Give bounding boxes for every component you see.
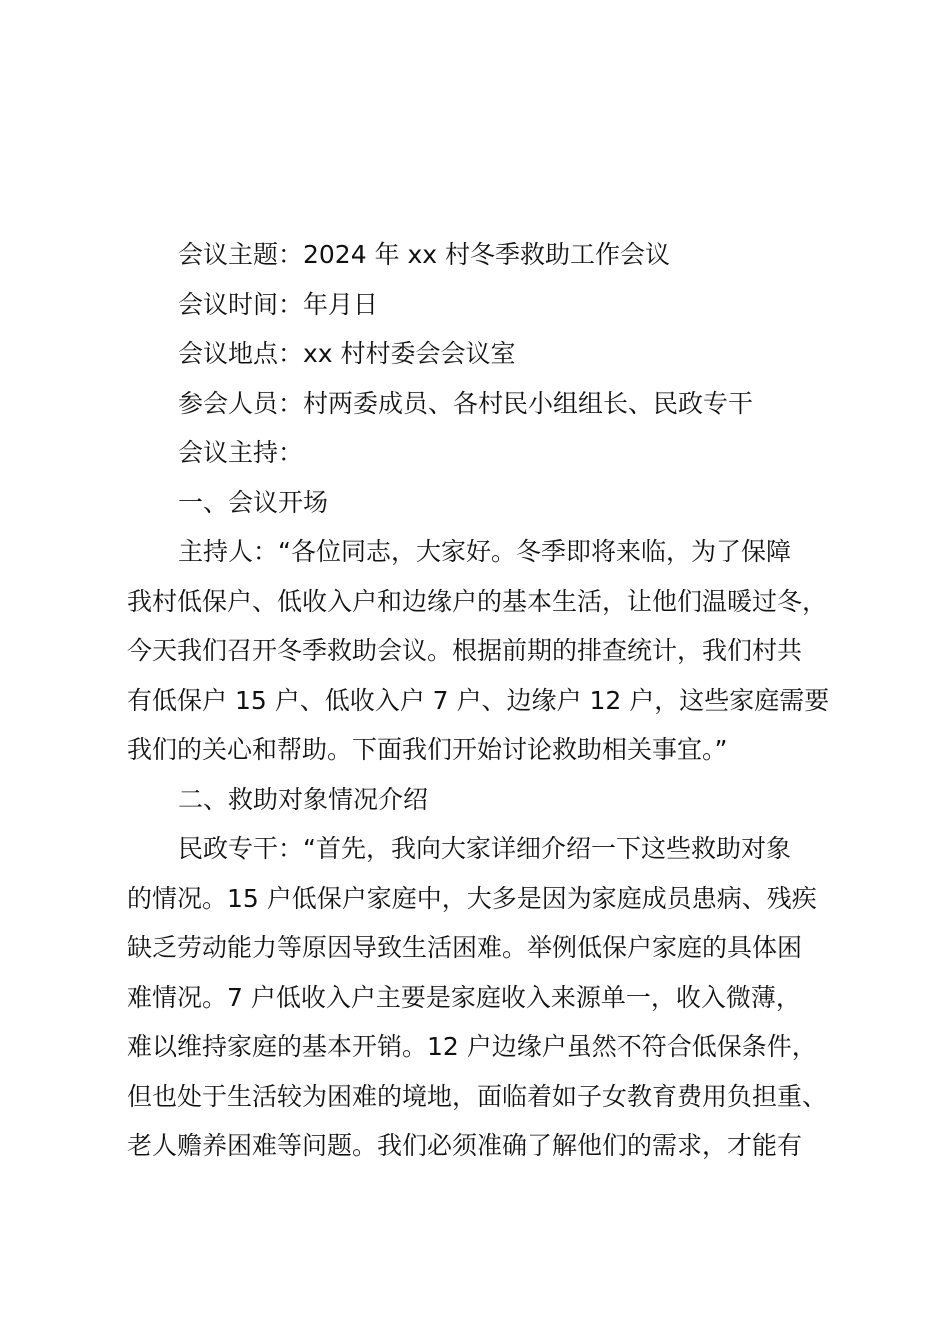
meta-attendees: 参会人员：村两委成员、各村民小组组长、民政专干 (178, 388, 754, 418)
paragraph-line: 有低保户 15 户、低收入户 7 户、边缘户 12 户，这些家庭需要 (127, 685, 830, 715)
paragraph-line: 但也处于生活较为困难的境地，面临着如子女教育费用负担重、 (127, 1081, 828, 1111)
paragraph-line: 老人赡养困难等问题。我们必须准确了解他们的需求，才能有 (127, 1131, 803, 1160)
document-body (127, 230, 847, 1171)
paragraph-line: 今天我们召开冬季救助会议。根据前期的排查统计，我们村共 (127, 636, 803, 665)
paragraph-line: 我村低保户、低收入户和边缘户的基本生活，让他们温暖过冬， (127, 586, 828, 616)
section-heading-recipients: 二、救助对象情况介绍 (178, 784, 429, 814)
paragraph-line: 民政专干：“首先，我向大家详细介绍一下这些救助对象 (178, 834, 791, 863)
meta-location: 会议地点：xx 村村委会会议室 (178, 339, 516, 368)
paragraph-line: 主持人：“各位同志，大家好。冬季即将来临，为了保障 (178, 537, 791, 566)
paragraph-line: 我们的关心和帮助。下面我们开始讨论救助相关事宜。” (127, 735, 728, 764)
paragraph-line: 的情况。15 户低保户家庭中，大多是因为家庭成员患病、残疾 (127, 883, 817, 913)
meta-topic: 会议主题：2024 年 xx 村冬季救助工作会议 (178, 240, 671, 269)
paragraph-line: 难情况。7 户低收入户主要是家庭收入来源单一，收入微薄， (127, 982, 801, 1012)
paragraph-line: 难以维持家庭的基本开销。12 户边缘户虽然不符合低保条件， (127, 1032, 817, 1061)
section-heading-opening: 一、会议开场 (178, 487, 329, 517)
meta-time: 会议时间：年月日 (178, 289, 379, 319)
paragraph-line: 缺乏劳动能力等原因导致生活困难。举例低保户家庭的具体困 (127, 933, 803, 962)
meta-host: 会议主持： (178, 438, 304, 467)
